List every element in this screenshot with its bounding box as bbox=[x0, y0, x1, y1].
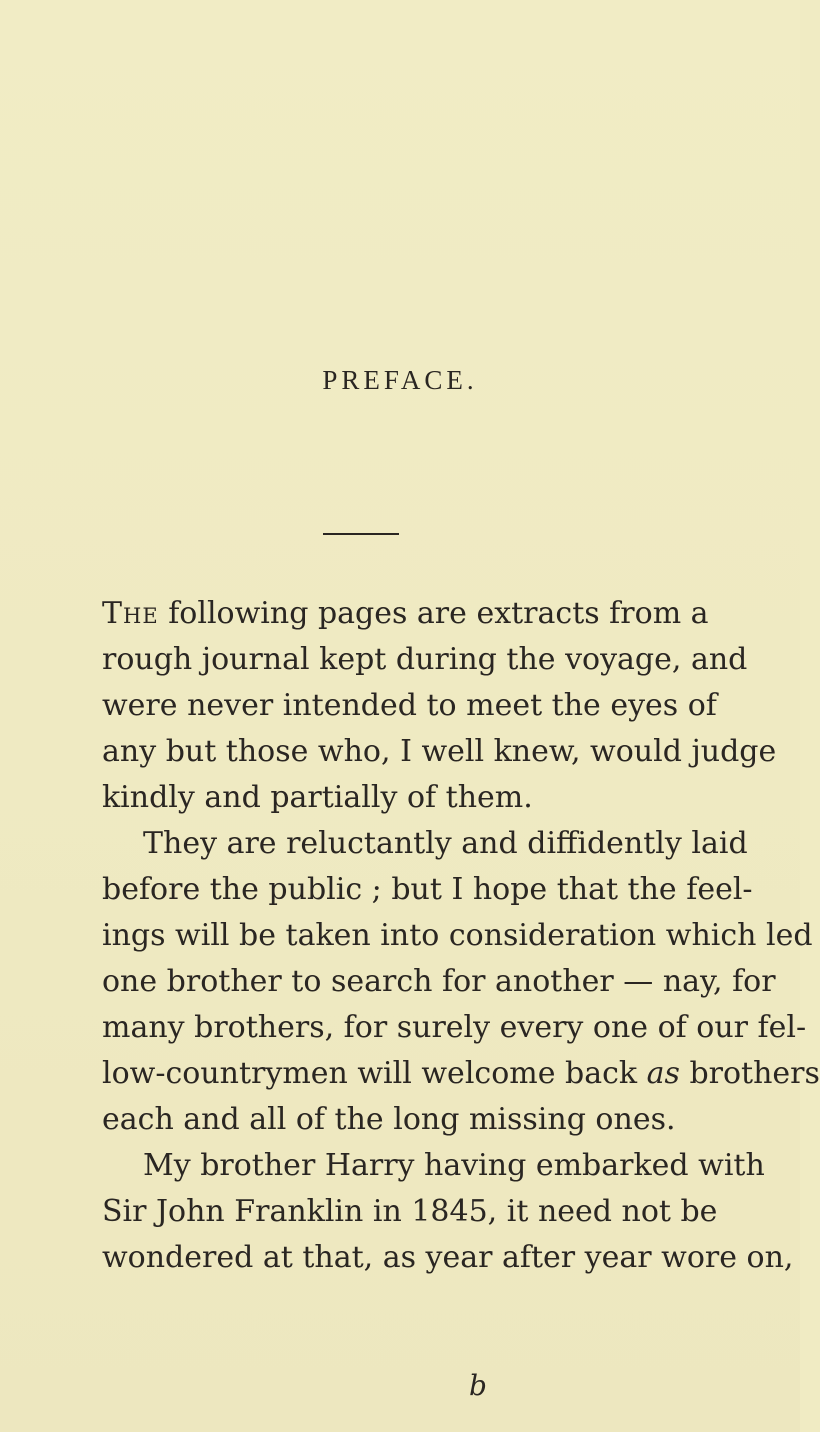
text-line bbox=[0, 1051, 820, 1097]
text-line bbox=[0, 1235, 800, 1281]
line-text: following pages are extracts from a bbox=[158, 596, 709, 631]
text-line bbox=[0, 1005, 807, 1051]
lead-word: The bbox=[102, 596, 159, 631]
text-line bbox=[0, 959, 800, 1005]
italic-word: as bbox=[646, 1056, 680, 1091]
page-title: PREFACE. bbox=[322, 365, 478, 395]
text-line bbox=[0, 913, 813, 959]
divider-rule bbox=[323, 533, 399, 535]
text-line bbox=[0, 821, 800, 867]
line-text: Sir John Franklin in 1845, it need not be bbox=[102, 1194, 718, 1229]
text-line bbox=[0, 775, 800, 821]
line-text: were never intended to meet the eyes of bbox=[102, 688, 717, 723]
line-text: My brother Harry having embarked with bbox=[143, 1148, 765, 1183]
line-text: kindly and partially of them. bbox=[102, 780, 533, 815]
signature-mark: b bbox=[469, 1369, 487, 1402]
text-line bbox=[0, 1097, 800, 1143]
line-text: many brothers, for surely every one of our fel- bbox=[102, 1010, 807, 1045]
text-line bbox=[0, 1143, 800, 1189]
line-text: They are reluctantly and diffidently laid bbox=[143, 826, 748, 861]
line-text: ings will be taken into consideration which led bbox=[102, 918, 813, 953]
line-text-after: brothers bbox=[679, 1056, 820, 1091]
line-text-before: low-countrymen will welcome back bbox=[102, 1056, 647, 1091]
text-line bbox=[0, 867, 800, 913]
line-text: one brother to search for another — nay, for bbox=[102, 964, 776, 999]
text-line bbox=[0, 729, 800, 775]
text-line bbox=[0, 683, 800, 729]
line-text: rough journal kept during the voyage, and bbox=[102, 642, 748, 677]
line-text: each and all of the long missing ones. bbox=[102, 1102, 676, 1137]
text-line bbox=[0, 1189, 800, 1235]
text-line bbox=[0, 591, 800, 637]
text-line bbox=[0, 637, 800, 683]
line-text: wondered at that, as year after year wore on, bbox=[102, 1240, 794, 1275]
line-text: before the public ; but I hope that the feel- bbox=[102, 872, 753, 907]
line-text: any but those who, I well knew, would judge bbox=[102, 734, 777, 769]
